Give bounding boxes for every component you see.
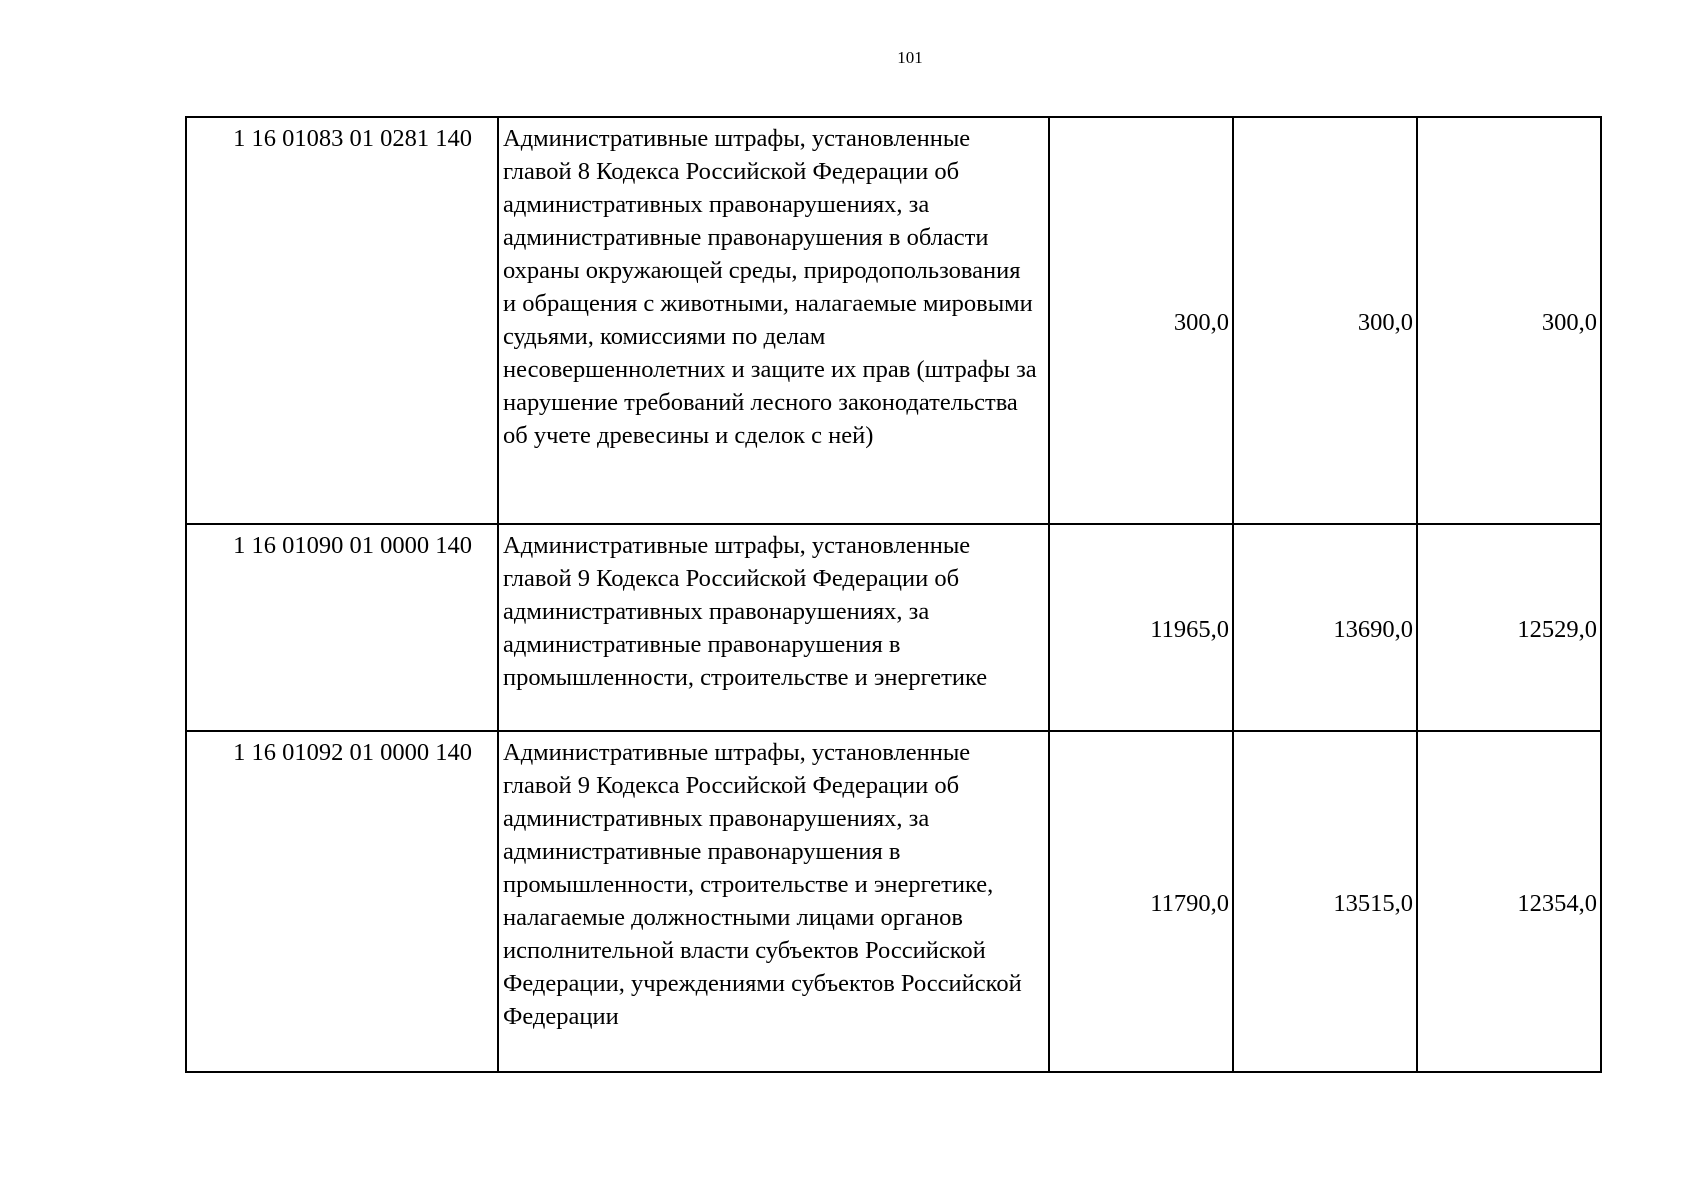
revenue-name-cell: Административные штрафы, установленные главой 9 Кодекса Российской Федерации об административных правонарушениях, за административные правонарушения в промышленности, строительстве и энергетике	[498, 524, 1049, 731]
table-row	[186, 117, 1601, 524]
budget-code-cell: 1 16 01090 01 0000 140	[186, 524, 498, 731]
table-row	[186, 731, 1601, 1072]
amount-year-2-cell: 300,0	[1233, 117, 1417, 524]
amount-year-1-cell: 300,0	[1049, 117, 1233, 524]
amount-year-2-cell: 13690,0	[1233, 524, 1417, 731]
budget-code-cell: 1 16 01092 01 0000 140	[186, 731, 498, 1072]
revenue-name-cell: Административные штрафы, установленные главой 9 Кодекса Российской Федерации об административных правонарушениях, за административные правонарушения в промышленности, строительстве и энергетике, налагаемые должностными лицами органов исполнительной власти субъектов Российской Федерации, учреждениями субъектов Российской Федерации	[498, 731, 1049, 1072]
amount-year-3-cell: 12529,0	[1417, 524, 1601, 731]
amount-year-2-cell: 13515,0	[1233, 731, 1417, 1072]
amount-year-3-cell: 300,0	[1417, 117, 1601, 524]
table-row	[186, 524, 1601, 731]
amount-year-1-cell: 11790,0	[1049, 731, 1233, 1072]
budget-revenue-table	[185, 116, 1602, 1073]
budget-code-cell: 1 16 01083 01 0281 140	[186, 117, 498, 524]
amount-year-3-cell: 12354,0	[1417, 731, 1601, 1072]
revenue-name-cell: Административные штрафы, установленные главой 8 Кодекса Российской Федерации об административных правонарушениях, за административные правонарушения в области охраны окружающей среды, природопользования и обращения с животными, налагаемые мировыми судьями, комиссиями по делам несовершеннолетних и защите их прав (штрафы за нарушение требований лесного законодательства об учете древесины и сделок с ней)	[498, 117, 1049, 524]
amount-year-1-cell: 11965,0	[1049, 524, 1233, 731]
page-number: 101	[897, 48, 923, 67]
